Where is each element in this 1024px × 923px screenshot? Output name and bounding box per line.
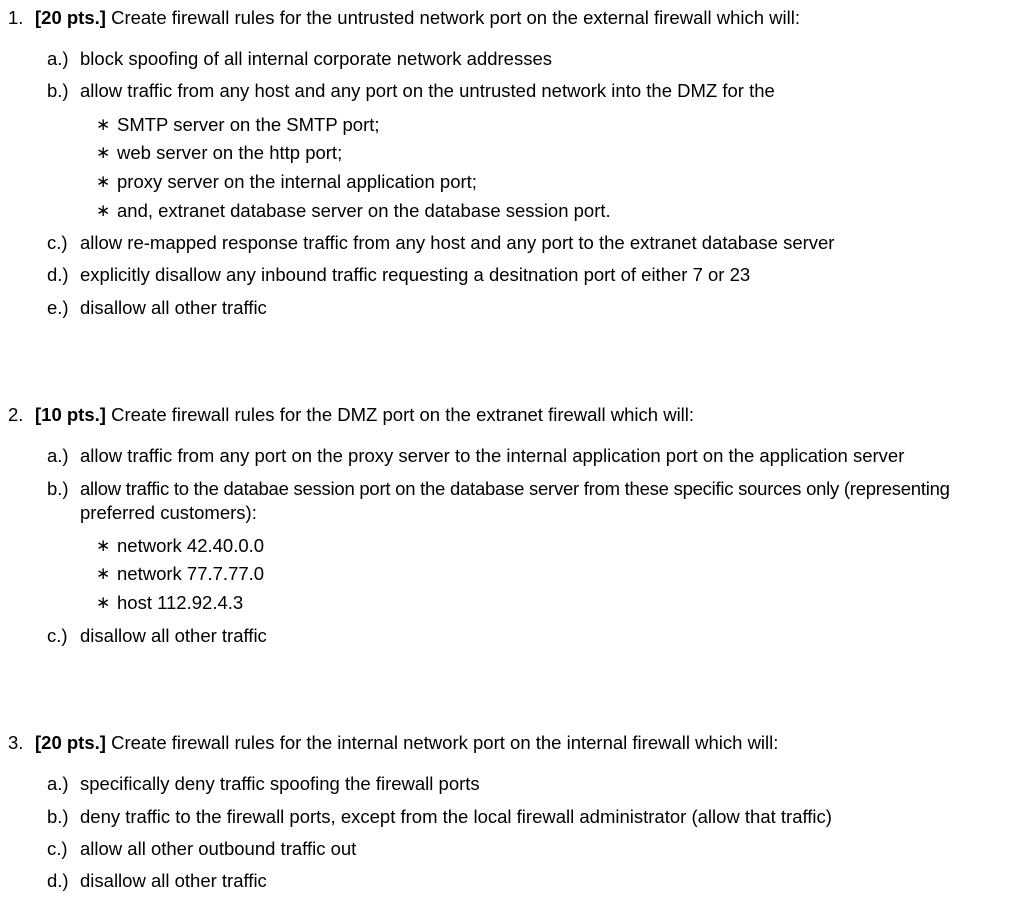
question-number: 2. [8, 404, 24, 425]
item-label: c.) [47, 625, 68, 646]
item-label: c.) [47, 838, 68, 859]
question-number: 1. [8, 7, 24, 28]
question-prompt: Create firewall rules for the internal network port on the internal firewall which will: [111, 732, 779, 753]
bullet-text: SMTP server on the SMTP port; [117, 114, 380, 135]
question-prompt: Create firewall rules for the untrusted network port on the external firewall which will: [111, 7, 800, 28]
item-text: disallow all other traffic [80, 870, 267, 891]
bullet-icon: ∗ [96, 593, 111, 612]
item-label: b.) [47, 478, 69, 499]
item-label: b.) [47, 806, 69, 827]
item-text: disallow all other traffic [80, 297, 267, 318]
item-label: a.) [47, 773, 69, 794]
bullet-text: proxy server on the internal application port; [117, 171, 477, 192]
bullet-icon: ∗ [96, 143, 111, 162]
bullet-text: network 77.7.77.0 [117, 563, 265, 584]
bullet-icon: ∗ [96, 201, 111, 220]
bullet-icon: ∗ [96, 172, 111, 191]
item-label: a.) [47, 445, 69, 466]
points-label: [20 pts.] [35, 7, 106, 28]
question-number: 3. [8, 732, 24, 753]
bullet-icon: ∗ [96, 115, 111, 134]
item-label: c.) [47, 232, 68, 253]
item-text: explicitly disallow any inbound traffic requesting a desitnation port of either 7 or 23 [80, 264, 751, 285]
item-text: deny traffic to the firewall ports, except from the local firewall administrator (allow that traffic) [80, 806, 832, 827]
item-label: d.) [47, 264, 69, 285]
item-text: allow traffic to the databae session port on the database server from these specific sources only (representing [80, 478, 950, 499]
points-label: [10 pts.] [35, 404, 106, 425]
item-text: allow traffic from any port on the proxy server to the internal application port on the application server [80, 445, 905, 466]
item-text: allow traffic from any host and any port on the untrusted network into the DMZ for the [80, 80, 775, 101]
bullet-text: and, extranet database server on the database session port. [117, 200, 611, 221]
item-text: allow all other outbound traffic out [80, 838, 357, 859]
bullet-icon: ∗ [96, 564, 111, 583]
item-text: disallow all other traffic [80, 625, 267, 646]
item-label: e.) [47, 297, 69, 318]
item-text: specifically deny traffic spoofing the firewall ports [80, 773, 480, 794]
item-text: allow re-mapped response traffic from any host and any port to the extranet database server [80, 232, 835, 253]
item-label: b.) [47, 80, 69, 101]
item-text-continuation: preferred customers): [80, 502, 257, 523]
question-prompt: Create firewall rules for the DMZ port on the extranet firewall which will: [111, 404, 695, 425]
points-label: [20 pts.] [35, 732, 106, 753]
bullet-text: host 112.92.4.3 [117, 592, 244, 613]
item-text: block spoofing of all internal corporate network addresses [80, 48, 553, 69]
bullet-icon: ∗ [96, 536, 111, 555]
bullet-text: network 42.40.0.0 [117, 535, 265, 556]
item-label: a.) [47, 48, 69, 69]
item-label: d.) [47, 870, 69, 891]
bullet-text: web server on the http port; [117, 142, 343, 163]
